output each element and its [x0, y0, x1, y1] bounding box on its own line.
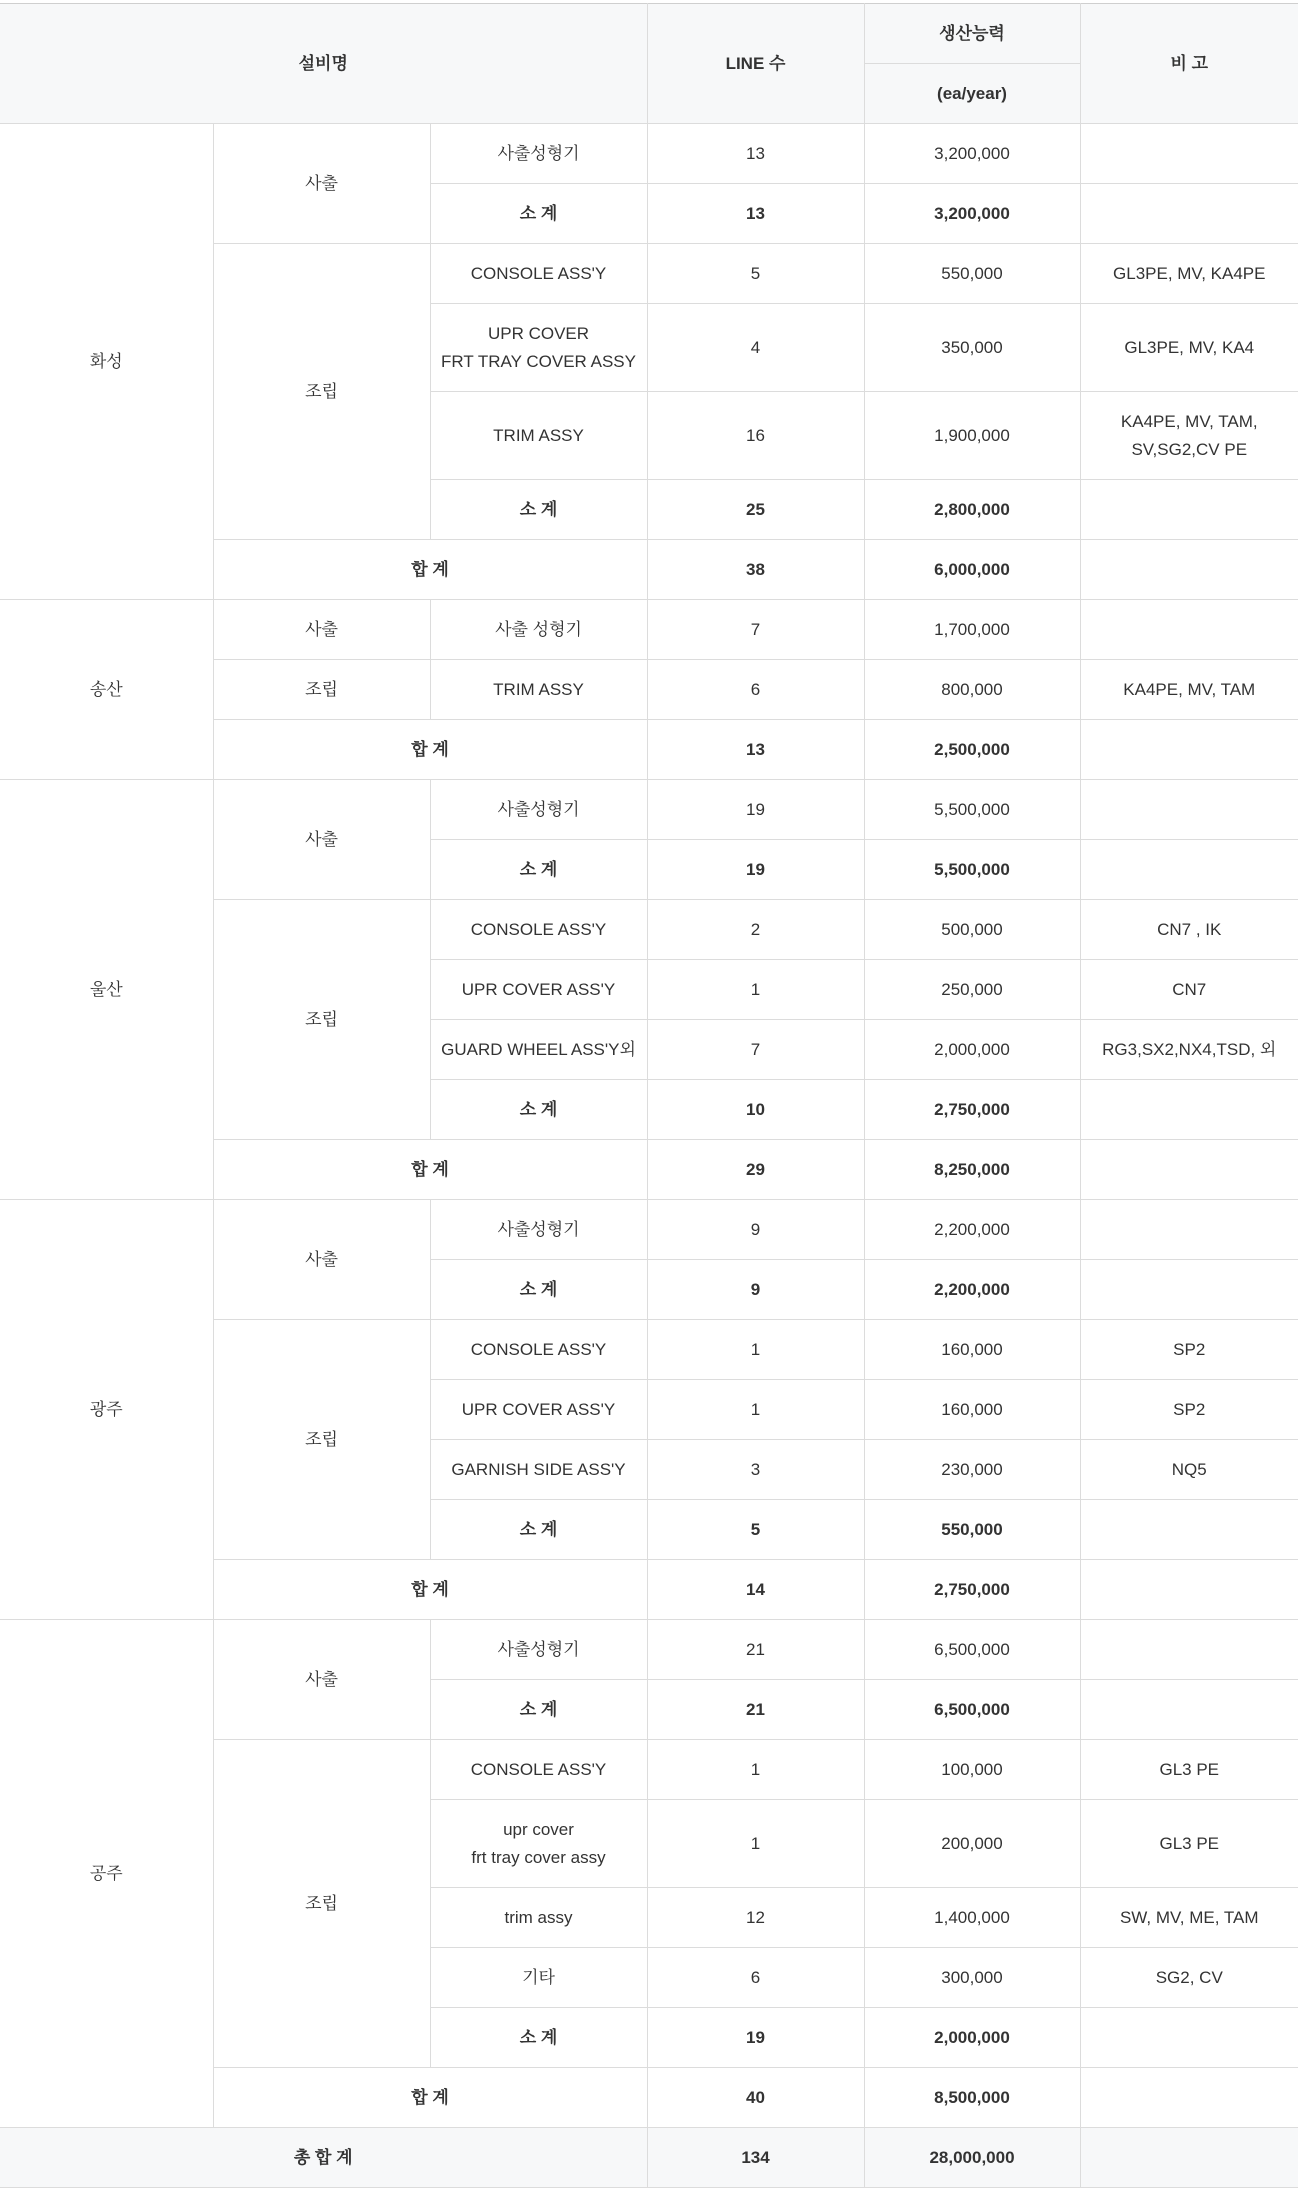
remarks-cell: NQ5: [1080, 1440, 1298, 1500]
subtotal-capacity: 550,000: [864, 1500, 1080, 1560]
grand-total-label: 총 합 계: [0, 2128, 647, 2188]
line-count: 3: [647, 1440, 864, 1500]
subtotal-lines: 9: [647, 1260, 864, 1320]
remarks-cell: [1080, 2068, 1298, 2128]
remarks-cell: CN7 , IK: [1080, 900, 1298, 960]
subtotal-capacity: 2,750,000: [864, 1080, 1080, 1140]
total-lines: 14: [647, 1560, 864, 1620]
remarks-cell: [1080, 1560, 1298, 1620]
remarks-cell: [1080, 540, 1298, 600]
line-count: 1: [647, 1380, 864, 1440]
subtotal-capacity: 2,000,000: [864, 2008, 1080, 2068]
remarks-cell: CN7: [1080, 960, 1298, 1020]
plant-name: 광주: [0, 1200, 213, 1620]
subtotal-label: 소 계: [430, 480, 647, 540]
remarks-cell: GL3 PE: [1080, 1740, 1298, 1800]
remarks-cell: [1080, 1260, 1298, 1320]
capacity-value: 1,700,000: [864, 600, 1080, 660]
capacity-value: 800,000: [864, 660, 1080, 720]
subtotal-lines: 10: [647, 1080, 864, 1140]
capacity-value: 550,000: [864, 244, 1080, 304]
header-lines: LINE 수: [647, 4, 864, 124]
line-count: 1: [647, 960, 864, 1020]
subtotal-label: 소 계: [430, 1080, 647, 1140]
line-count: 2: [647, 900, 864, 960]
remarks-cell: GL3PE, MV, KA4: [1080, 304, 1298, 392]
total-label: 합 계: [213, 2068, 647, 2128]
total-lines: 29: [647, 1140, 864, 1200]
subtotal-label: 소 계: [430, 1500, 647, 1560]
process-type: 조립: [213, 1320, 430, 1560]
total-label: 합 계: [213, 720, 647, 780]
capacity-value: 230,000: [864, 1440, 1080, 1500]
grand-total-capacity: 28,000,000: [864, 2128, 1080, 2188]
table-row: [0, 1200, 1298, 1260]
capacity-value: 200,000: [864, 1800, 1080, 1888]
subtotal-lines: 5: [647, 1500, 864, 1560]
subtotal-capacity: 3,200,000: [864, 184, 1080, 244]
process-type: 사출: [213, 780, 430, 900]
remarks-cell: [1080, 1500, 1298, 1560]
equipment-name: trim assy: [430, 1888, 647, 1948]
subtotal-lines: 25: [647, 480, 864, 540]
capacity-value: 5,500,000: [864, 780, 1080, 840]
total-label: 합 계: [213, 540, 647, 600]
subtotal-capacity: 5,500,000: [864, 840, 1080, 900]
equipment-name: 사출성형기: [430, 780, 647, 840]
header-remarks: 비 고: [1080, 4, 1298, 124]
subtotal-label: 소 계: [430, 1680, 647, 1740]
remarks-cell: SP2: [1080, 1380, 1298, 1440]
table-row: [0, 124, 1298, 184]
remarks-cell: GL3PE, MV, KA4PE: [1080, 244, 1298, 304]
plant-name: 울산: [0, 780, 213, 1200]
subtotal-label: 소 계: [430, 2008, 647, 2068]
subtotal-capacity: 2,800,000: [864, 480, 1080, 540]
capacity-value: 1,400,000: [864, 1888, 1080, 1948]
equipment-name: UPR COVER ASS'Y: [430, 1380, 647, 1440]
equipment-name: UPR COVER ASS'Y: [430, 960, 647, 1020]
capacity-value: 300,000: [864, 1948, 1080, 2008]
subtotal-lines: 21: [647, 1680, 864, 1740]
equipment-name: CONSOLE ASS'Y: [430, 900, 647, 960]
remarks-cell: [1080, 600, 1298, 660]
capacity-value: 100,000: [864, 1740, 1080, 1800]
capacity-value: 160,000: [864, 1380, 1080, 1440]
subtotal-capacity: 6,500,000: [864, 1680, 1080, 1740]
remarks-cell: RG3,SX2,NX4,TSD, 외: [1080, 1020, 1298, 1080]
remarks-cell: [1080, 1080, 1298, 1140]
remarks-cell: SP2: [1080, 1320, 1298, 1380]
remarks-cell: [1080, 124, 1298, 184]
remarks-cell: [1080, 1140, 1298, 1200]
total-lines: 38: [647, 540, 864, 600]
total-capacity: 6,000,000: [864, 540, 1080, 600]
total-capacity: 2,500,000: [864, 720, 1080, 780]
table-row: [0, 780, 1298, 840]
equipment-name: UPR COVER FRT TRAY COVER ASSY: [430, 304, 647, 392]
equipment-name: upr cover frt tray cover assy: [430, 1800, 647, 1888]
remarks-cell: SG2, CV: [1080, 1948, 1298, 2008]
remarks-cell: [1080, 184, 1298, 244]
process-type: 사출: [213, 1620, 430, 1740]
equipment-name: 사출성형기: [430, 1620, 647, 1680]
plant-name: 송산: [0, 600, 213, 780]
line-count: 9: [647, 1200, 864, 1260]
equipment-name: 사출성형기: [430, 1200, 647, 1260]
capacity-value: 3,200,000: [864, 124, 1080, 184]
table-body: [0, 124, 1298, 2188]
equipment-name: 사출 성형기: [430, 600, 647, 660]
subtotal-label: 소 계: [430, 840, 647, 900]
header-capacity: 생산능력: [864, 4, 1080, 64]
remarks-cell: [1080, 480, 1298, 540]
process-type: 조립: [213, 660, 430, 720]
line-count: 7: [647, 600, 864, 660]
equipment-name: GUARD WHEEL ASS'Y외: [430, 1020, 647, 1080]
total-capacity: 2,750,000: [864, 1560, 1080, 1620]
subtotal-lines: 19: [647, 2008, 864, 2068]
remarks-cell: [1080, 720, 1298, 780]
plant-name: 공주: [0, 1620, 213, 2128]
remarks-cell: [1080, 2008, 1298, 2068]
capacity-value: 500,000: [864, 900, 1080, 960]
equipment-name: CONSOLE ASS'Y: [430, 1320, 647, 1380]
capacity-value: 6,500,000: [864, 1620, 1080, 1680]
equipment-name: TRIM ASSY: [430, 392, 647, 480]
capacity-value: 350,000: [864, 304, 1080, 392]
header-capacity-unit: (ea/year): [864, 64, 1080, 124]
total-lines: 13: [647, 720, 864, 780]
remarks-cell: [1080, 840, 1298, 900]
remarks-cell: [1080, 1200, 1298, 1260]
grand-total-lines: 134: [647, 2128, 864, 2188]
process-type: 사출: [213, 600, 430, 660]
process-type: 조립: [213, 1740, 430, 2068]
line-count: 19: [647, 780, 864, 840]
process-type: 조립: [213, 900, 430, 1140]
line-count: 7: [647, 1020, 864, 1080]
remarks-cell: [1080, 1620, 1298, 1680]
capacity-value: 250,000: [864, 960, 1080, 1020]
line-count: 1: [647, 1740, 864, 1800]
line-count: 21: [647, 1620, 864, 1680]
production-capacity-table: [0, 3, 1298, 2188]
process-type: 조립: [213, 244, 430, 540]
capacity-table-container: [0, 3, 1298, 2188]
remarks-cell: KA4PE, MV, TAM, SV,SG2,CV PE: [1080, 392, 1298, 480]
subtotal-label: 소 계: [430, 1260, 647, 1320]
total-label: 합 계: [213, 1140, 647, 1200]
subtotal-capacity: 2,200,000: [864, 1260, 1080, 1320]
equipment-name: 사출성형기: [430, 124, 647, 184]
process-type: 사출: [213, 124, 430, 244]
line-count: 5: [647, 244, 864, 304]
remarks-cell: [1080, 780, 1298, 840]
plant-name: 화성: [0, 124, 213, 600]
total-label: 합 계: [213, 1560, 647, 1620]
line-count: 1: [647, 1320, 864, 1380]
capacity-value: 160,000: [864, 1320, 1080, 1380]
line-count: 6: [647, 1948, 864, 2008]
process-type: 사출: [213, 1200, 430, 1320]
subtotal-lines: 13: [647, 184, 864, 244]
line-count: 1: [647, 1800, 864, 1888]
line-count: 6: [647, 660, 864, 720]
total-lines: 40: [647, 2068, 864, 2128]
remarks-cell: [1080, 1680, 1298, 1740]
grand-total-row: [0, 2128, 1298, 2188]
capacity-value: 2,000,000: [864, 1020, 1080, 1080]
capacity-value: 2,200,000: [864, 1200, 1080, 1260]
remarks-cell: SW, MV, ME, TAM: [1080, 1888, 1298, 1948]
header-equipment: 설비명: [0, 4, 647, 124]
capacity-value: 1,900,000: [864, 392, 1080, 480]
table-row: [0, 1620, 1298, 1680]
remarks-cell: KA4PE, MV, TAM: [1080, 660, 1298, 720]
grand-total-remarks: [1080, 2128, 1298, 2188]
total-capacity: 8,250,000: [864, 1140, 1080, 1200]
table-row: [0, 600, 1298, 660]
line-count: 12: [647, 1888, 864, 1948]
line-count: 13: [647, 124, 864, 184]
equipment-name: CONSOLE ASS'Y: [430, 1740, 647, 1800]
equipment-name: GARNISH SIDE ASS'Y: [430, 1440, 647, 1500]
subtotal-lines: 19: [647, 840, 864, 900]
remarks-cell: GL3 PE: [1080, 1800, 1298, 1888]
line-count: 16: [647, 392, 864, 480]
line-count: 4: [647, 304, 864, 392]
subtotal-label: 소 계: [430, 184, 647, 244]
equipment-name: TRIM ASSY: [430, 660, 647, 720]
total-capacity: 8,500,000: [864, 2068, 1080, 2128]
equipment-name: 기타: [430, 1948, 647, 2008]
equipment-name: CONSOLE ASS'Y: [430, 244, 647, 304]
